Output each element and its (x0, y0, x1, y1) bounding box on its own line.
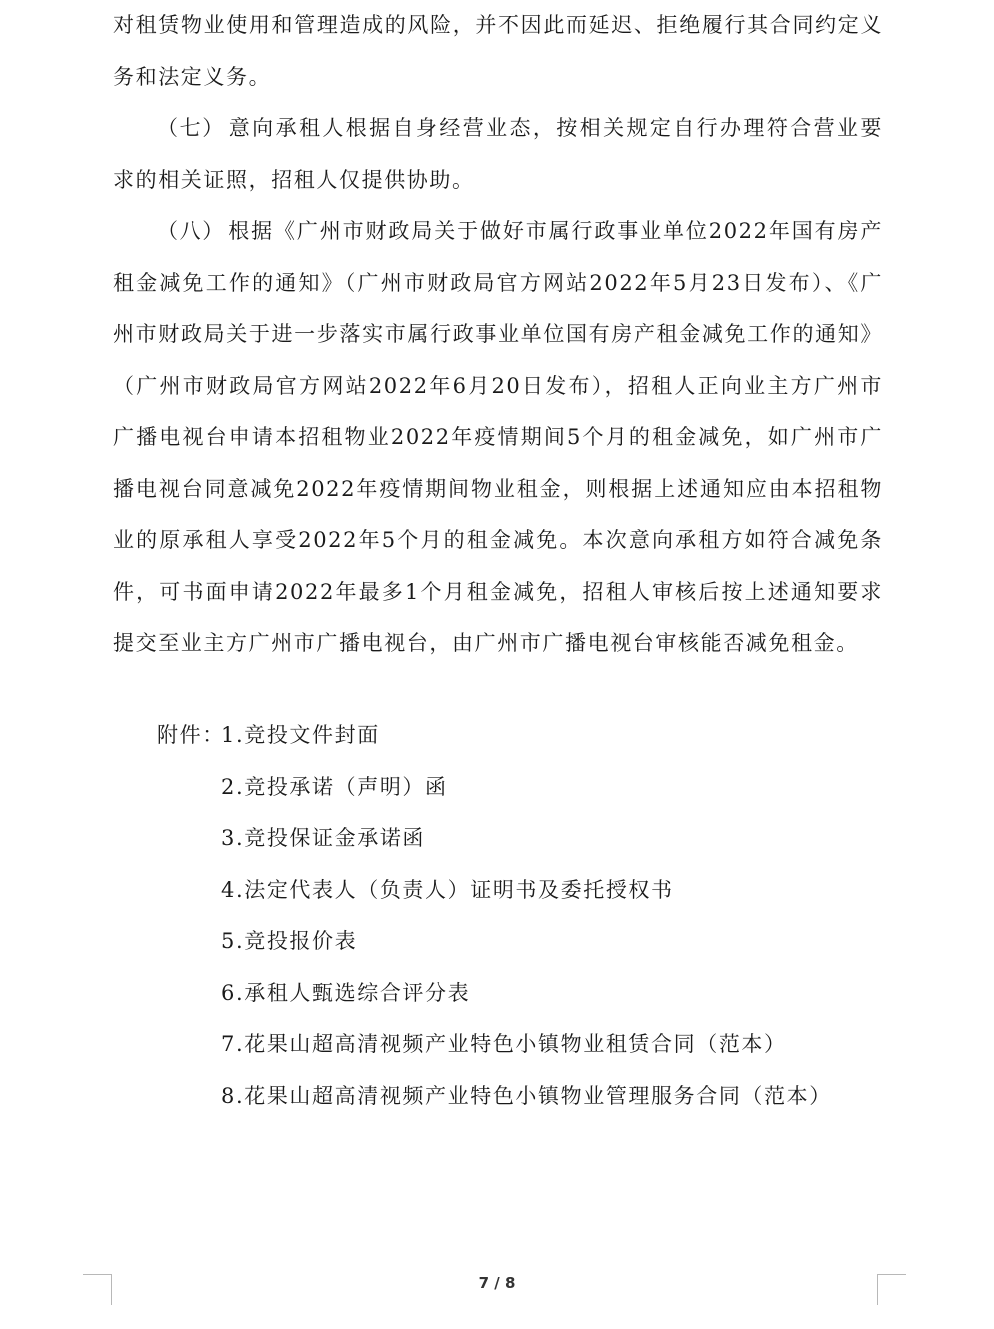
page-corner-mark-left (83, 1274, 112, 1305)
paragraph-text: 对租赁物业使用和管理造成的风险，并不因此而延迟、拒绝履行其合同约定义务和法定义务。 (113, 13, 883, 89)
attachment-item: 4.法定代表人（负责人）证明书及委托授权书 (221, 877, 674, 902)
paragraph-item-8 (113, 206, 883, 670)
attachment-item: 3.竞投保证金承诺函 (221, 826, 426, 850)
paragraph-text: 意向承租人根据自身经营业态，按相关规定自行办理符合营业要求的相关证照，招租人仅提供协助。 (113, 116, 883, 192)
attachment-item: 8.花果山超高清视频产业特色小镇物业管理服务合同（范本） (221, 1083, 832, 1108)
paragraph-text: 根据《广州市财政局关于做好市属行政事业单位2022年国有房产租金减免工作的通知》（广州市财政局官方网站2022年5月23日发布）、《广州市财政局关于进一步落实市属行政事业单位国有房产租金减免工作的通知》（广州市财政局官方网站2022年6月20日发布），招租人正向业主方广州市广播电视台申请本招租物业2022年疫情期间5个月的租金减免，如广州市广播电视台同意减免2022年疫情期间物业租金，则根据上述通知应由本招租物业的原承租人享受2022年5个月的租金减免。本次意向承租方如符合减免条件，可书面申请2022年最多1个月租金减免，招租人审核后按上述通知要求提交至业主方广州市广播电视台，由广州市广播电视台审核能否减免租金。 (113, 219, 883, 655)
attachment-item: 7.花果山超高清视频产业特色小镇物业租赁合同（范本） (221, 1032, 787, 1056)
paragraph-item-7 (113, 103, 883, 206)
paragraph-continuation (113, 0, 883, 103)
attachment-item: 6.承租人甄选综合评分表 (221, 980, 471, 1005)
attachment-item: 1.竞投文件封面 (221, 723, 380, 747)
attachment-row (157, 710, 877, 762)
paragraph-label: （八） (157, 219, 225, 243)
attachment-item: 2.竞投承诺（声明）函 (221, 774, 448, 799)
attachments-list (157, 710, 877, 1122)
attachment-item: 5.竞投报价表 (221, 929, 358, 953)
attachments-heading: 附件： (157, 723, 225, 747)
paragraph-label: （七） (157, 116, 225, 140)
document-body (113, 0, 883, 670)
page-corner-mark-right (877, 1274, 906, 1305)
page-number: 7 / 8 (478, 1274, 516, 1292)
